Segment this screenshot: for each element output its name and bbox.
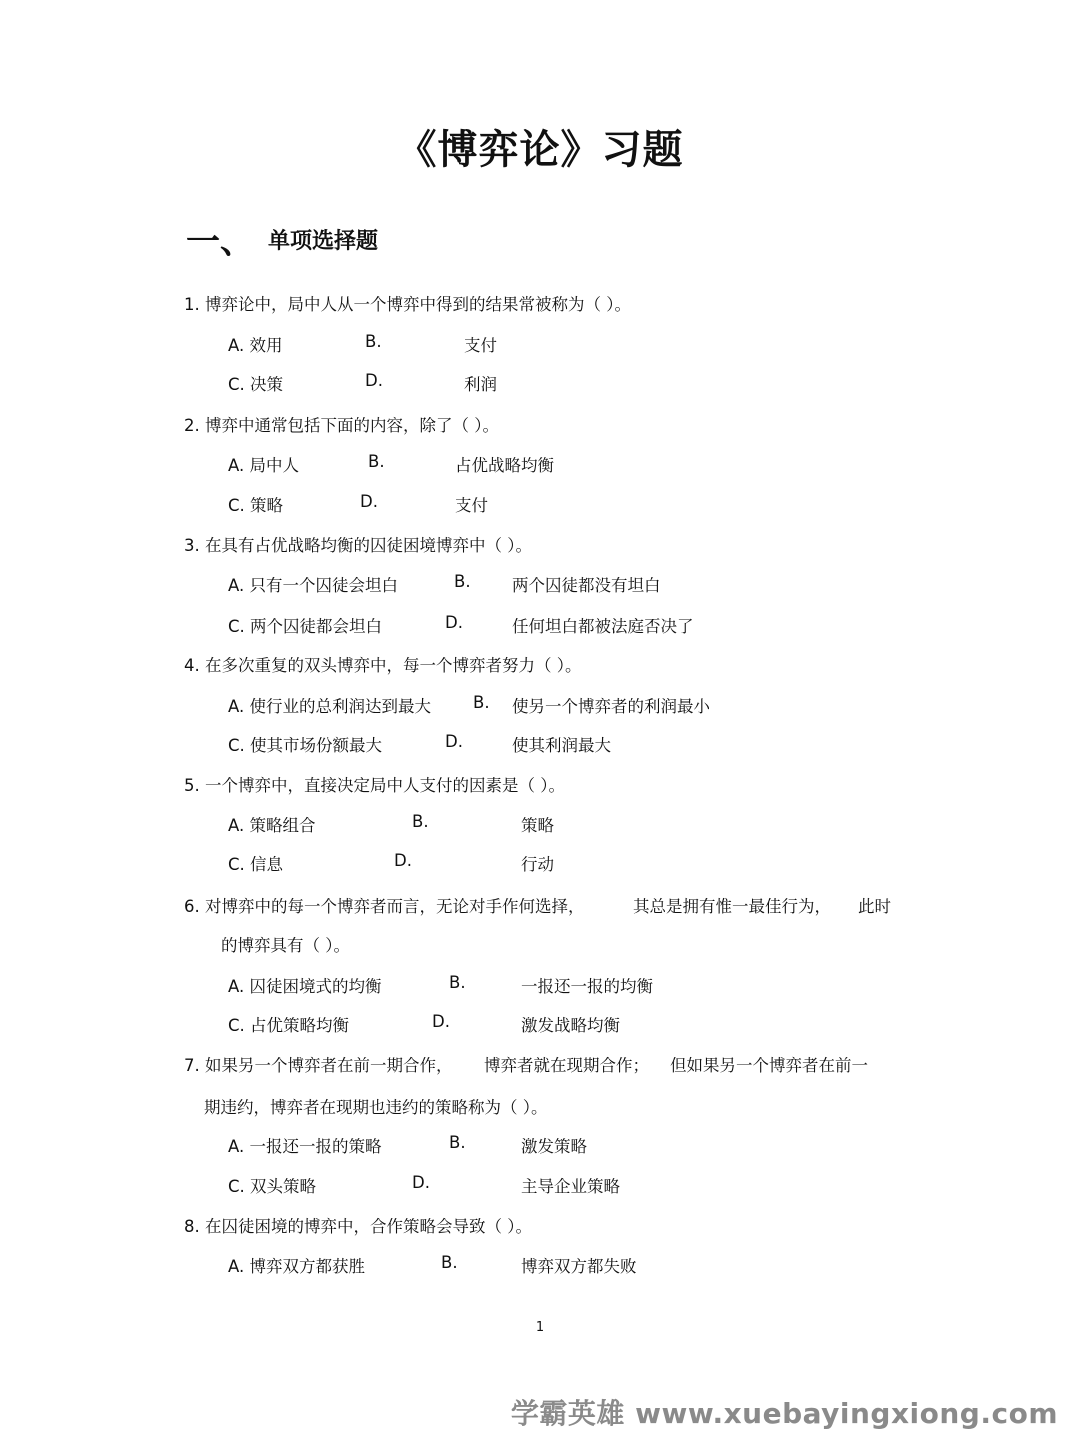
option-a: A. 使行业的总利润达到最大 <box>228 697 431 716</box>
option-d: 任何坦白都被法庭否决了 <box>512 617 694 636</box>
question-7: 7. 如果另一个博弈者在前一期合作， <box>184 1056 453 1075</box>
option-a: A. 囚徒困境式的均衡 <box>228 977 382 996</box>
option-d-label: D. <box>445 732 463 751</box>
option-d: 主导企业策略 <box>521 1177 620 1196</box>
question-3: 3. 在具有占优战略均衡的囚徒困境博弈中（ ）。 <box>184 536 532 555</box>
option-b: 占优战略均衡 <box>455 456 554 475</box>
option-b-label: B. <box>449 1133 466 1152</box>
option-b-label: B. <box>441 1253 458 1272</box>
option-a: A. 策略组合 <box>228 816 316 835</box>
option-d-label: D. <box>360 492 378 511</box>
question-6: 6. 对博弈中的每一个博弈者而言，无论对手作何选择， <box>184 897 585 916</box>
option-c: C. 信息 <box>228 855 284 874</box>
question-2: 2. 博弈中通常包括下面的内容，除了（ ）。 <box>184 416 499 435</box>
option-c: C. 双头策略 <box>228 1177 317 1196</box>
option-b: 使另一个博弈者的利润最小 <box>512 697 710 716</box>
option-d: 使其利润最大 <box>512 736 611 755</box>
question-8: 8. 在囚徒困境的博弈中，合作策略会导致（ ）。 <box>184 1217 532 1236</box>
option-a: A. 博弈双方都获胜 <box>228 1257 365 1276</box>
option-c: C. 策略 <box>228 496 284 515</box>
question-7-end: 但如果另一个博弈者在前一 <box>670 1056 868 1075</box>
option-d-label: D. <box>432 1012 450 1031</box>
option-b-label: B. <box>473 693 490 712</box>
question-7-line2: 期违约，博弈者在现期也违约的策略称为（ ）。 <box>204 1098 548 1117</box>
question-7-mid: 博弈者就在现期合作； <box>484 1056 649 1075</box>
option-a: A. 只有一个囚徒会坦白 <box>228 576 398 595</box>
option-b: 一报还一报的均衡 <box>521 977 653 996</box>
section-number: 一、 <box>186 222 254 262</box>
question-6-end: 此时 <box>858 897 891 916</box>
section-title: 单项选择题 <box>268 229 379 254</box>
option-b-label: B. <box>365 332 382 351</box>
option-a: A. 一报还一报的策略 <box>228 1137 382 1156</box>
option-c: C. 使其市场份额最大 <box>228 736 383 755</box>
question-1: 1. 博弈论中，局中人从一个博弈中得到的结果常被称为（ ）。 <box>184 295 631 314</box>
option-c: C. 占优策略均衡 <box>228 1016 350 1035</box>
option-b: 博弈双方都失败 <box>521 1257 637 1276</box>
option-b: 两个囚徒都没有坦白 <box>512 576 661 595</box>
option-d-label: D. <box>445 613 463 632</box>
option-d: 利润 <box>464 375 497 394</box>
option-c: C. 决策 <box>228 375 284 394</box>
option-d: 支付 <box>455 496 488 515</box>
option-b-label: B. <box>449 973 466 992</box>
option-b: 激发策略 <box>521 1137 587 1156</box>
option-a: A. 效用 <box>228 336 283 355</box>
option-d-label: D. <box>365 371 383 390</box>
document-title: 《博弈论》习题 <box>396 127 684 173</box>
watermark: 学霸英雄 www.xuebayingxiong.com <box>510 1397 1058 1430</box>
option-b-label: B. <box>412 812 429 831</box>
option-b-label: B. <box>368 452 385 471</box>
question-6-mid: 其总是拥有惟一最佳行为， <box>633 897 831 916</box>
option-b: 策略 <box>521 816 554 835</box>
option-d: 行动 <box>521 855 554 874</box>
option-d-label: D. <box>394 851 412 870</box>
page-number: 1 <box>535 1320 545 1335</box>
question-5: 5. 一个博弈中，直接决定局中人支付的因素是（ ）。 <box>184 776 565 795</box>
option-d-label: D. <box>412 1173 430 1192</box>
question-6-line2: 的博弈具有（ ）。 <box>221 936 350 955</box>
option-b-label: B. <box>454 572 471 591</box>
option-d: 激发战略均衡 <box>521 1016 620 1035</box>
option-a: A. 局中人 <box>228 456 299 475</box>
option-c: C. 两个囚徒都会坦白 <box>228 617 383 636</box>
option-b: 支付 <box>464 336 497 355</box>
question-4: 4. 在多次重复的双头博弈中，每一个博弈者努力（ ）。 <box>184 656 582 675</box>
